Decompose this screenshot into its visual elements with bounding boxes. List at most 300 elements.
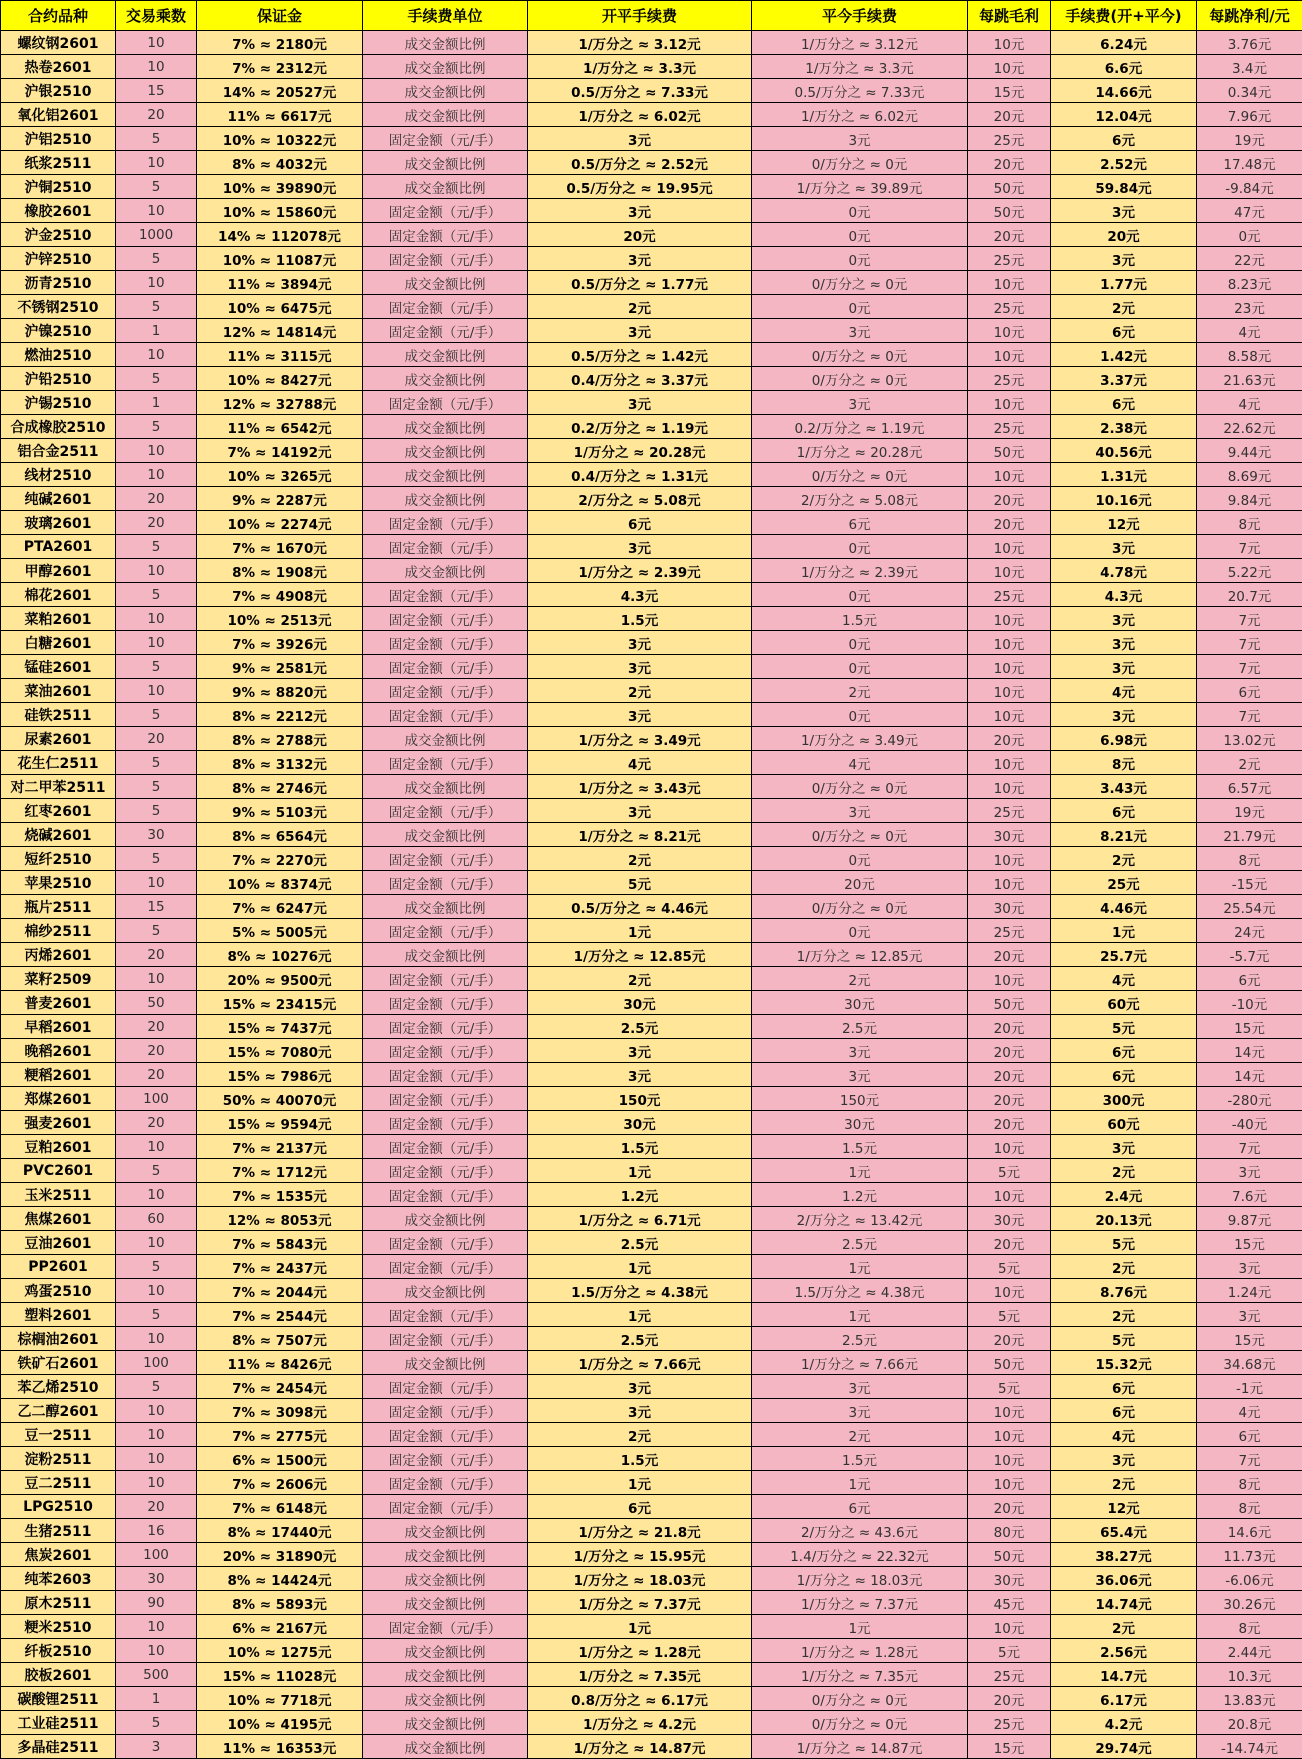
cell-contract: 苯乙烯2510 <box>1 1375 116 1399</box>
cell-tick-net: 13.02元 <box>1197 727 1302 751</box>
cell-margin: 15% ≈ 7437元 <box>197 1015 363 1039</box>
cell-close-today-fee: 1元 <box>752 1255 968 1279</box>
table-row <box>1 895 1302 919</box>
cell-contract: 早稻2601 <box>1 1015 116 1039</box>
cell-contract: PTA2601 <box>1 535 116 559</box>
cell-contract: 豆二2511 <box>1 1471 116 1495</box>
cell-tick-gross: 20元 <box>968 1495 1051 1519</box>
cell-total-fee: 6元 <box>1051 1399 1197 1423</box>
cell-tick-gross: 30元 <box>968 895 1051 919</box>
cell-open-close-fee: 1/万分之 ≈ 3.49元 <box>528 727 752 751</box>
cell-margin: 8% ≈ 6564元 <box>197 823 363 847</box>
cell-fee-unit: 成交金额比例 <box>363 31 528 55</box>
cell-tick-net: 30.26元 <box>1197 1591 1302 1615</box>
cell-tick-net: -1元 <box>1197 1375 1302 1399</box>
cell-fee-unit: 固定金额（元/手） <box>363 1063 528 1087</box>
cell-margin: 7% ≈ 3098元 <box>197 1399 363 1423</box>
cell-fee-unit: 固定金额（元/手） <box>363 1159 528 1183</box>
cell-margin: 8% ≈ 1908元 <box>197 559 363 583</box>
cell-open-close-fee: 6元 <box>528 511 752 535</box>
cell-multiplier: 5 <box>116 919 197 943</box>
cell-open-close-fee: 4.3元 <box>528 583 752 607</box>
cell-contract: 热卷2601 <box>1 55 116 79</box>
cell-multiplier: 15 <box>116 79 197 103</box>
cell-contract: 纯碱2601 <box>1 487 116 511</box>
cell-open-close-fee: 150元 <box>528 1087 752 1111</box>
cell-close-today-fee: 0/万分之 ≈ 0元 <box>752 367 968 391</box>
cell-tick-gross: 50元 <box>968 1351 1051 1375</box>
cell-tick-net: 10.3元 <box>1197 1663 1302 1687</box>
header-fee-unit: 手续费单位 <box>363 1 528 31</box>
cell-contract: 红枣2601 <box>1 799 116 823</box>
cell-total-fee: 3元 <box>1051 703 1197 727</box>
cell-fee-unit: 固定金额（元/手） <box>363 1399 528 1423</box>
cell-multiplier: 20 <box>116 727 197 751</box>
cell-margin: 11% ≈ 3894元 <box>197 271 363 295</box>
table-row <box>1 55 1302 79</box>
cell-fee-unit: 成交金额比例 <box>363 1567 528 1591</box>
cell-multiplier: 10 <box>116 271 197 295</box>
table-row <box>1 1543 1302 1567</box>
cell-open-close-fee: 1/万分之 ≈ 21.8元 <box>528 1519 752 1543</box>
cell-tick-gross: 20元 <box>968 487 1051 511</box>
cell-open-close-fee: 3元 <box>528 1039 752 1063</box>
cell-multiplier: 10 <box>116 1471 197 1495</box>
cell-tick-net: -15元 <box>1197 871 1302 895</box>
cell-multiplier: 5 <box>116 127 197 151</box>
cell-multiplier: 50 <box>116 991 197 1015</box>
cell-margin: 7% ≈ 4908元 <box>197 583 363 607</box>
cell-tick-net: 3.76元 <box>1197 31 1302 55</box>
cell-tick-net: 9.84元 <box>1197 487 1302 511</box>
table-row <box>1 1711 1302 1735</box>
cell-open-close-fee: 1/万分之 ≈ 18.03元 <box>528 1567 752 1591</box>
cell-contract: 生猪2511 <box>1 1519 116 1543</box>
cell-open-close-fee: 1/万分之 ≈ 6.71元 <box>528 1207 752 1231</box>
table-row <box>1 1231 1302 1255</box>
cell-fee-unit: 固定金额（元/手） <box>363 1255 528 1279</box>
cell-tick-net: 7元 <box>1197 655 1302 679</box>
cell-close-today-fee: 150元 <box>752 1087 968 1111</box>
cell-tick-gross: 10元 <box>968 343 1051 367</box>
cell-tick-net: 21.79元 <box>1197 823 1302 847</box>
cell-tick-gross: 25元 <box>968 1711 1051 1735</box>
cell-total-fee: 2元 <box>1051 1159 1197 1183</box>
cell-total-fee: 4.78元 <box>1051 559 1197 583</box>
header-contract: 合约品种 <box>1 1 116 31</box>
cell-fee-unit: 成交金额比例 <box>363 943 528 967</box>
header-tick-gross: 每跳毛利 <box>968 1 1051 31</box>
cell-contract: 菜籽2509 <box>1 967 116 991</box>
cell-total-fee: 4.2元 <box>1051 1711 1197 1735</box>
cell-total-fee: 60元 <box>1051 991 1197 1015</box>
cell-contract: 鸡蛋2510 <box>1 1279 116 1303</box>
table-row <box>1 127 1302 151</box>
cell-total-fee: 3元 <box>1051 655 1197 679</box>
cell-close-today-fee: 1元 <box>752 1471 968 1495</box>
cell-close-today-fee: 20元 <box>752 871 968 895</box>
cell-open-close-fee: 3元 <box>528 631 752 655</box>
cell-margin: 15% ≈ 11028元 <box>197 1663 363 1687</box>
cell-total-fee: 5元 <box>1051 1231 1197 1255</box>
cell-contract: 烧碱2601 <box>1 823 116 847</box>
cell-close-today-fee: 3元 <box>752 1063 968 1087</box>
table-row <box>1 1687 1302 1711</box>
cell-contract: 原木2511 <box>1 1591 116 1615</box>
cell-tick-net: 7元 <box>1197 1135 1302 1159</box>
cell-contract: 胶板2601 <box>1 1663 116 1687</box>
header-open-close-fee: 开平手续费 <box>528 1 752 31</box>
cell-total-fee: 2.38元 <box>1051 415 1197 439</box>
cell-total-fee: 3元 <box>1051 1135 1197 1159</box>
cell-tick-net: 8.58元 <box>1197 343 1302 367</box>
cell-tick-net: 7.96元 <box>1197 103 1302 127</box>
cell-open-close-fee: 0.8/万分之 ≈ 6.17元 <box>528 1687 752 1711</box>
table-row <box>1 343 1302 367</box>
cell-contract: 不锈钢2510 <box>1 295 116 319</box>
cell-multiplier: 10 <box>116 607 197 631</box>
cell-tick-gross: 10元 <box>968 775 1051 799</box>
cell-close-today-fee: 1/万分之 ≈ 7.66元 <box>752 1351 968 1375</box>
cell-multiplier: 10 <box>116 1399 197 1423</box>
table-row <box>1 1327 1302 1351</box>
table-row <box>1 415 1302 439</box>
cell-tick-net: -9.84元 <box>1197 175 1302 199</box>
cell-margin: 9% ≈ 2287元 <box>197 487 363 511</box>
cell-margin: 8% ≈ 14424元 <box>197 1567 363 1591</box>
cell-margin: 7% ≈ 14192元 <box>197 439 363 463</box>
cell-open-close-fee: 1/万分之 ≈ 20.28元 <box>528 439 752 463</box>
cell-fee-unit: 固定金额（元/手） <box>363 991 528 1015</box>
cell-fee-unit: 成交金额比例 <box>363 55 528 79</box>
table-row <box>1 31 1302 55</box>
cell-fee-unit: 成交金额比例 <box>363 1279 528 1303</box>
cell-multiplier: 5 <box>116 799 197 823</box>
cell-close-today-fee: 0/万分之 ≈ 0元 <box>752 463 968 487</box>
cell-contract: 沪锌2510 <box>1 247 116 271</box>
cell-tick-net: -6.06元 <box>1197 1567 1302 1591</box>
cell-fee-unit: 成交金额比例 <box>363 463 528 487</box>
cell-contract: 晚稻2601 <box>1 1039 116 1063</box>
cell-contract: 瓶片2511 <box>1 895 116 919</box>
cell-tick-net: 8元 <box>1197 1615 1302 1639</box>
table-row <box>1 943 1302 967</box>
cell-open-close-fee: 3元 <box>528 1399 752 1423</box>
cell-total-fee: 10.16元 <box>1051 487 1197 511</box>
cell-close-today-fee: 0/万分之 ≈ 0元 <box>752 1687 968 1711</box>
cell-multiplier: 5 <box>116 1303 197 1327</box>
cell-close-today-fee: 2元 <box>752 1423 968 1447</box>
cell-tick-gross: 50元 <box>968 175 1051 199</box>
cell-total-fee: 3元 <box>1051 535 1197 559</box>
cell-open-close-fee: 1元 <box>528 1255 752 1279</box>
cell-total-fee: 2元 <box>1051 1615 1197 1639</box>
cell-close-today-fee: 1/万分之 ≈ 12.85元 <box>752 943 968 967</box>
cell-open-close-fee: 3元 <box>528 1063 752 1087</box>
cell-close-today-fee: 30元 <box>752 1111 968 1135</box>
cell-open-close-fee: 1元 <box>528 1615 752 1639</box>
table-row <box>1 223 1302 247</box>
cell-contract: 橡胶2601 <box>1 199 116 223</box>
table-row <box>1 319 1302 343</box>
cell-open-close-fee: 1.5元 <box>528 1447 752 1471</box>
cell-multiplier: 10 <box>116 439 197 463</box>
cell-multiplier: 20 <box>116 1111 197 1135</box>
cell-margin: 7% ≈ 6247元 <box>197 895 363 919</box>
cell-margin: 15% ≈ 7986元 <box>197 1063 363 1087</box>
cell-open-close-fee: 3元 <box>528 535 752 559</box>
cell-total-fee: 25.7元 <box>1051 943 1197 967</box>
cell-tick-gross: 25元 <box>968 295 1051 319</box>
cell-open-close-fee: 30元 <box>528 991 752 1015</box>
cell-contract: 沪铝2510 <box>1 127 116 151</box>
cell-total-fee: 60元 <box>1051 1111 1197 1135</box>
cell-multiplier: 10 <box>116 1327 197 1351</box>
cell-tick-net: -40元 <box>1197 1111 1302 1135</box>
cell-multiplier: 5 <box>116 655 197 679</box>
cell-tick-net: 3元 <box>1197 1159 1302 1183</box>
cell-fee-unit: 固定金额（元/手） <box>363 799 528 823</box>
cell-open-close-fee: 0.5/万分之 ≈ 1.77元 <box>528 271 752 295</box>
cell-fee-unit: 固定金额（元/手） <box>363 919 528 943</box>
cell-multiplier: 20 <box>116 1495 197 1519</box>
cell-tick-net: 5.22元 <box>1197 559 1302 583</box>
cell-fee-unit: 固定金额（元/手） <box>363 847 528 871</box>
cell-total-fee: 2元 <box>1051 295 1197 319</box>
cell-contract: PVC2601 <box>1 1159 116 1183</box>
cell-total-fee: 6.24元 <box>1051 31 1197 55</box>
cell-margin: 9% ≈ 8820元 <box>197 679 363 703</box>
table-row <box>1 295 1302 319</box>
cell-multiplier: 1000 <box>116 223 197 247</box>
cell-fee-unit: 固定金额（元/手） <box>363 535 528 559</box>
cell-tick-gross: 10元 <box>968 1183 1051 1207</box>
table-row <box>1 511 1302 535</box>
cell-multiplier: 20 <box>116 1039 197 1063</box>
cell-total-fee: 8.21元 <box>1051 823 1197 847</box>
table-row <box>1 271 1302 295</box>
cell-fee-unit: 固定金额（元/手） <box>363 1111 528 1135</box>
cell-tick-net: 15元 <box>1197 1015 1302 1039</box>
cell-contract: 沪铜2510 <box>1 175 116 199</box>
cell-multiplier: 10 <box>116 967 197 991</box>
cell-fee-unit: 固定金额（元/手） <box>363 199 528 223</box>
cell-open-close-fee: 1/万分之 ≈ 7.35元 <box>528 1663 752 1687</box>
cell-multiplier: 20 <box>116 487 197 511</box>
table-row <box>1 247 1302 271</box>
cell-total-fee: 3元 <box>1051 631 1197 655</box>
cell-tick-net: 9.44元 <box>1197 439 1302 463</box>
cell-open-close-fee: 1.5/万分之 ≈ 4.38元 <box>528 1279 752 1303</box>
table-row <box>1 1471 1302 1495</box>
cell-multiplier: 10 <box>116 1639 197 1663</box>
cell-tick-gross: 15元 <box>968 79 1051 103</box>
cell-tick-gross: 25元 <box>968 367 1051 391</box>
cell-close-today-fee: 3元 <box>752 799 968 823</box>
cell-multiplier: 500 <box>116 1663 197 1687</box>
cell-close-today-fee: 1/万分之 ≈ 39.89元 <box>752 175 968 199</box>
table-row <box>1 1591 1302 1615</box>
cell-tick-net: 22.62元 <box>1197 415 1302 439</box>
table-row <box>1 103 1302 127</box>
cell-close-today-fee: 1元 <box>752 1303 968 1327</box>
table-row <box>1 631 1302 655</box>
cell-close-today-fee: 3元 <box>752 319 968 343</box>
cell-total-fee: 2元 <box>1051 1471 1197 1495</box>
cell-open-close-fee: 1元 <box>528 1303 752 1327</box>
cell-margin: 15% ≈ 23415元 <box>197 991 363 1015</box>
cell-contract: 焦煤2601 <box>1 1207 116 1231</box>
header-close-today-fee: 平今手续费 <box>752 1 968 31</box>
cell-tick-gross: 5元 <box>968 1375 1051 1399</box>
cell-tick-gross: 25元 <box>968 583 1051 607</box>
cell-fee-unit: 成交金额比例 <box>363 271 528 295</box>
cell-fee-unit: 固定金额（元/手） <box>363 655 528 679</box>
cell-fee-unit: 固定金额（元/手） <box>363 1087 528 1111</box>
cell-contract: 沪镍2510 <box>1 319 116 343</box>
cell-tick-net: 7元 <box>1197 607 1302 631</box>
cell-close-today-fee: 4元 <box>752 751 968 775</box>
cell-close-today-fee: 0/万分之 ≈ 0元 <box>752 775 968 799</box>
table-row <box>1 799 1302 823</box>
cell-tick-net: 7元 <box>1197 631 1302 655</box>
cell-margin: 7% ≈ 1670元 <box>197 535 363 559</box>
cell-margin: 7% ≈ 1535元 <box>197 1183 363 1207</box>
cell-tick-gross: 50元 <box>968 199 1051 223</box>
table-row <box>1 1303 1302 1327</box>
cell-contract: 塑料2601 <box>1 1303 116 1327</box>
cell-contract: 工业硅2511 <box>1 1711 116 1735</box>
cell-tick-gross: 25元 <box>968 919 1051 943</box>
cell-tick-net: 47元 <box>1197 199 1302 223</box>
cell-tick-gross: 10元 <box>968 1279 1051 1303</box>
cell-tick-gross: 10元 <box>968 751 1051 775</box>
cell-close-today-fee: 0.5/万分之 ≈ 7.33元 <box>752 79 968 103</box>
cell-tick-gross: 10元 <box>968 631 1051 655</box>
cell-margin: 12% ≈ 14814元 <box>197 319 363 343</box>
cell-margin: 8% ≈ 2746元 <box>197 775 363 799</box>
cell-margin: 7% ≈ 2544元 <box>197 1303 363 1327</box>
cell-multiplier: 5 <box>116 703 197 727</box>
cell-open-close-fee: 5元 <box>528 871 752 895</box>
cell-margin: 7% ≈ 2454元 <box>197 1375 363 1399</box>
cell-total-fee: 2.52元 <box>1051 151 1197 175</box>
cell-close-today-fee: 3元 <box>752 1399 968 1423</box>
cell-multiplier: 20 <box>116 1015 197 1039</box>
cell-margin: 12% ≈ 32788元 <box>197 391 363 415</box>
cell-tick-gross: 20元 <box>968 511 1051 535</box>
cell-multiplier: 100 <box>116 1543 197 1567</box>
cell-close-today-fee: 1.5元 <box>752 1135 968 1159</box>
cell-total-fee: 6.98元 <box>1051 727 1197 751</box>
cell-tick-net: 7元 <box>1197 535 1302 559</box>
cell-close-today-fee: 0元 <box>752 199 968 223</box>
cell-contract: 多晶硅2511 <box>1 1735 116 1759</box>
cell-margin: 7% ≈ 2180元 <box>197 31 363 55</box>
cell-tick-net: 3元 <box>1197 1255 1302 1279</box>
cell-open-close-fee: 1/万分之 ≈ 8.21元 <box>528 823 752 847</box>
cell-close-today-fee: 0/万分之 ≈ 0元 <box>752 895 968 919</box>
cell-margin: 8% ≈ 2788元 <box>197 727 363 751</box>
cell-tick-net: 14元 <box>1197 1039 1302 1063</box>
cell-multiplier: 60 <box>116 1207 197 1231</box>
cell-margin: 8% ≈ 5893元 <box>197 1591 363 1615</box>
cell-tick-gross: 25元 <box>968 415 1051 439</box>
cell-contract: 对二甲苯2511 <box>1 775 116 799</box>
cell-tick-gross: 10元 <box>968 1423 1051 1447</box>
cell-tick-gross: 20元 <box>968 1111 1051 1135</box>
cell-margin: 20% ≈ 31890元 <box>197 1543 363 1567</box>
cell-open-close-fee: 4元 <box>528 751 752 775</box>
cell-margin: 14% ≈ 112078元 <box>197 223 363 247</box>
cell-tick-gross: 20元 <box>968 1015 1051 1039</box>
cell-fee-unit: 固定金额（元/手） <box>363 1039 528 1063</box>
cell-tick-net: 3.4元 <box>1197 55 1302 79</box>
cell-tick-net: 2.44元 <box>1197 1639 1302 1663</box>
cell-multiplier: 10 <box>116 1615 197 1639</box>
cell-tick-gross: 20元 <box>968 727 1051 751</box>
cell-multiplier: 1 <box>116 1687 197 1711</box>
cell-total-fee: 38.27元 <box>1051 1543 1197 1567</box>
cell-multiplier: 5 <box>116 415 197 439</box>
cell-multiplier: 10 <box>116 343 197 367</box>
table-row <box>1 991 1302 1015</box>
cell-tick-net: 8元 <box>1197 847 1302 871</box>
cell-total-fee: 15.32元 <box>1051 1351 1197 1375</box>
cell-open-close-fee: 1.5元 <box>528 1135 752 1159</box>
cell-fee-unit: 成交金额比例 <box>363 823 528 847</box>
cell-multiplier: 20 <box>116 943 197 967</box>
cell-close-today-fee: 0/万分之 ≈ 0元 <box>752 823 968 847</box>
cell-multiplier: 5 <box>116 1255 197 1279</box>
cell-close-today-fee: 3元 <box>752 391 968 415</box>
cell-fee-unit: 成交金额比例 <box>363 775 528 799</box>
cell-multiplier: 20 <box>116 103 197 127</box>
cell-contract: 粳稻2601 <box>1 1063 116 1087</box>
cell-margin: 10% ≈ 4195元 <box>197 1711 363 1735</box>
cell-tick-net: 15元 <box>1197 1327 1302 1351</box>
cell-close-today-fee: 2/万分之 ≈ 5.08元 <box>752 487 968 511</box>
cell-open-close-fee: 1/万分之 ≈ 3.12元 <box>528 31 752 55</box>
cell-open-close-fee: 0.4/万分之 ≈ 3.37元 <box>528 367 752 391</box>
cell-open-close-fee: 2.5元 <box>528 1327 752 1351</box>
cell-contract: 沪锡2510 <box>1 391 116 415</box>
cell-tick-gross: 20元 <box>968 151 1051 175</box>
cell-fee-unit: 固定金额（元/手） <box>363 127 528 151</box>
table-row <box>1 1351 1302 1375</box>
cell-multiplier: 5 <box>116 751 197 775</box>
cell-tick-gross: 10元 <box>968 31 1051 55</box>
cell-contract: 普麦2601 <box>1 991 116 1015</box>
cell-open-close-fee: 1元 <box>528 919 752 943</box>
cell-contract: 郑煤2601 <box>1 1087 116 1111</box>
cell-tick-gross: 10元 <box>968 679 1051 703</box>
cell-contract: 甲醇2601 <box>1 559 116 583</box>
cell-tick-gross: 50元 <box>968 1543 1051 1567</box>
cell-total-fee: 3元 <box>1051 1447 1197 1471</box>
cell-close-today-fee: 0/万分之 ≈ 0元 <box>752 343 968 367</box>
cell-close-today-fee: 1/万分之 ≈ 6.02元 <box>752 103 968 127</box>
cell-margin: 10% ≈ 6475元 <box>197 295 363 319</box>
cell-fee-unit: 固定金额（元/手） <box>363 751 528 775</box>
cell-open-close-fee: 1/万分之 ≈ 14.87元 <box>528 1735 752 1759</box>
cell-total-fee: 300元 <box>1051 1087 1197 1111</box>
table-row <box>1 535 1302 559</box>
cell-margin: 5% ≈ 5005元 <box>197 919 363 943</box>
cell-total-fee: 2元 <box>1051 1303 1197 1327</box>
cell-close-today-fee: 0元 <box>752 583 968 607</box>
cell-multiplier: 5 <box>116 1711 197 1735</box>
